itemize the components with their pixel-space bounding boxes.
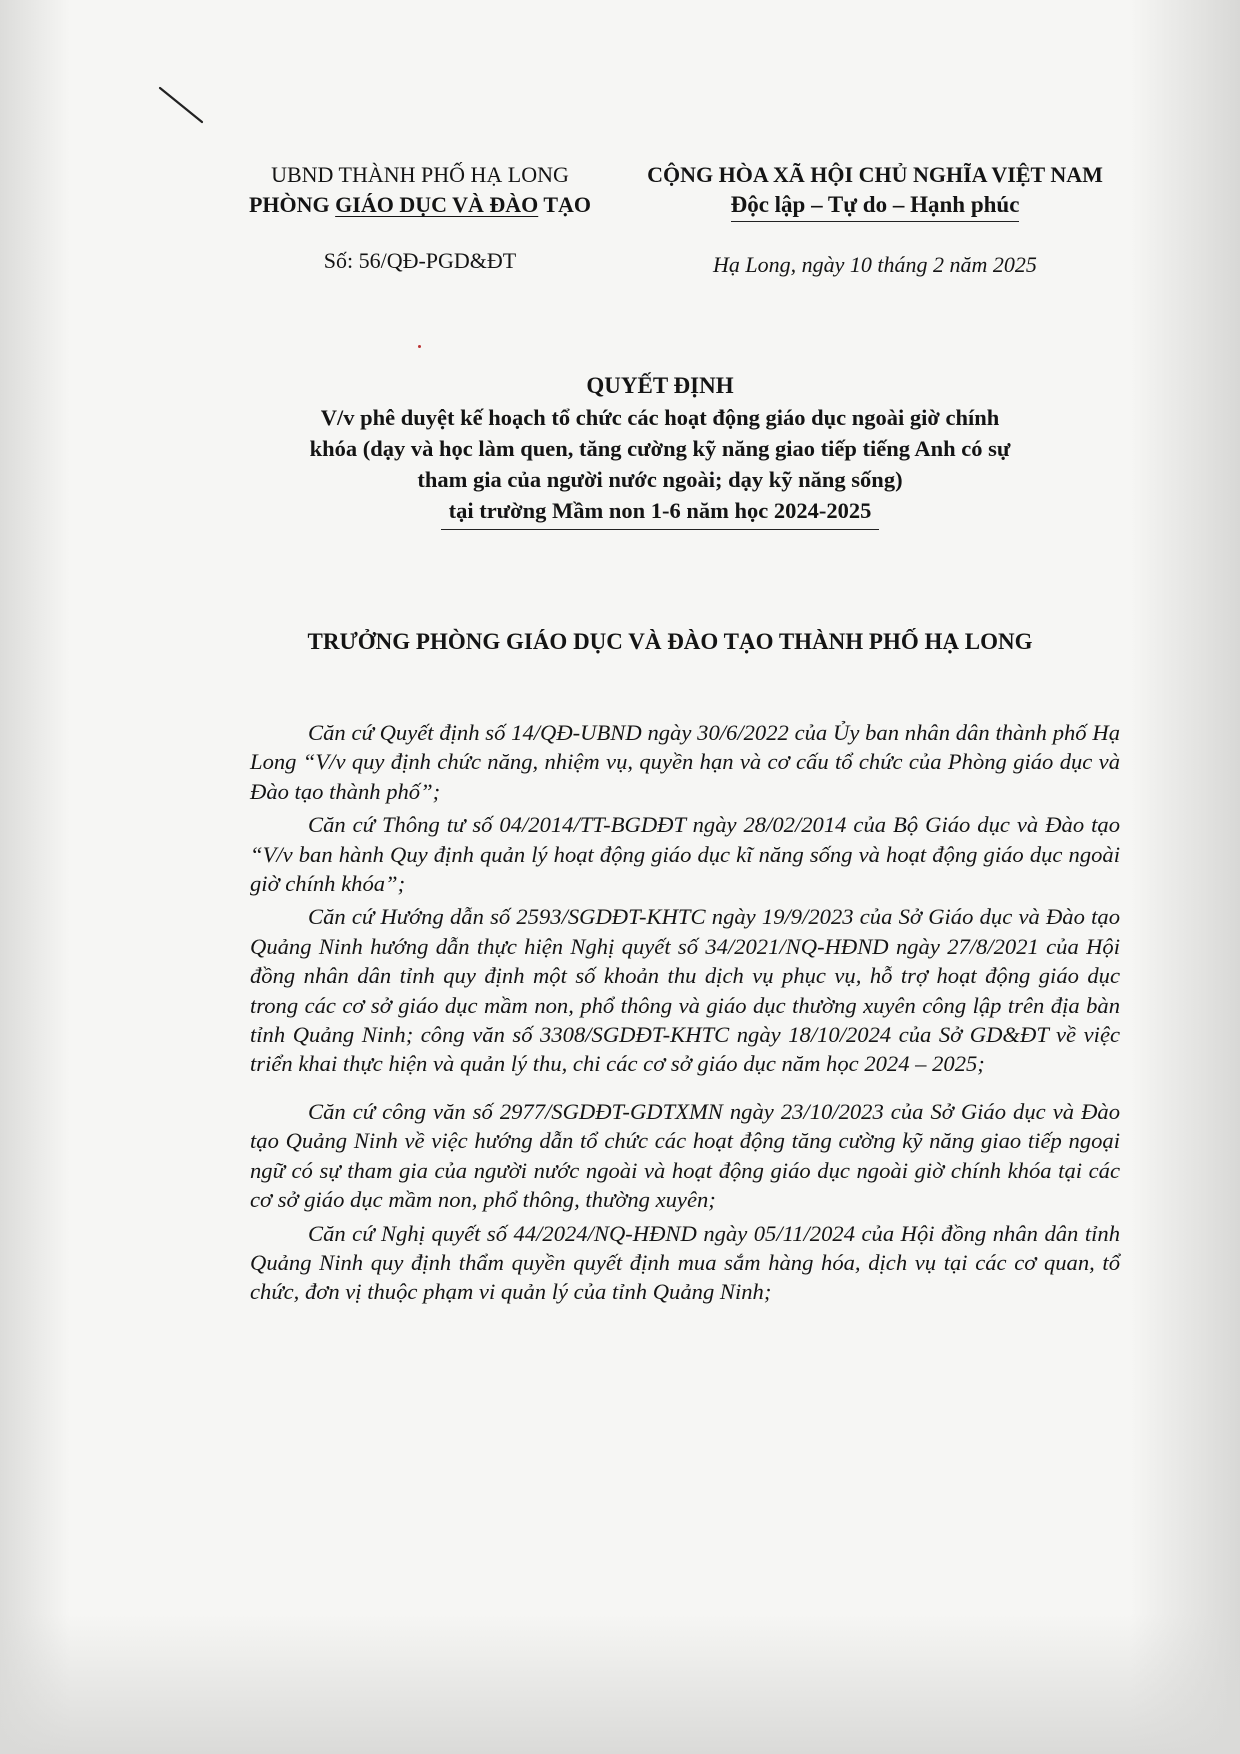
national-motto: Độc lập – Tự do – Hạnh phúc [731, 190, 1020, 222]
national-header [610, 160, 1140, 280]
subject-line: V/v phê duyệt kế hoạch tổ chức các hoạt động giáo dục ngoài giờ chính [320, 405, 1000, 430]
legal-basis-paragraph: Căn cứ Thông tư số 04/2014/TT-BGDĐT ngày 28/02/2014 của Bộ Giáo dục và Đào tạo “V/v ban hành Quy định quản lý hoạt động giáo dục kĩ năng sống và hoạt động giáo dục ngoài giờ chính khóa”; [250, 812, 1120, 897]
parent-organization: UBND THÀNH PHỐ HẠ LONG [271, 162, 569, 187]
issuing-authority-header [210, 160, 630, 276]
legal-bases [250, 718, 1120, 1311]
scan-shadow-bottom [0, 1614, 1240, 1754]
subject-line: tại trường Mầm non 1-6 năm học 2024-2025 [441, 495, 880, 530]
legal-basis-paragraph: Căn cứ Quyết định số 14/QĐ-UBND ngày 30/6/2022 của Ủy ban nhân dân thành phố Hạ Long “V/v quy định chức năng, nhiệm vụ, quyền hạn và cơ cấu tổ chức của Phòng giáo dục và Đào tạo thành phố”; [250, 720, 1120, 804]
legal-basis-paragraph: Căn cứ Nghị quyết số 44/2024/NQ-HĐND ngày 05/11/2024 của Hội đồng nhân dân tỉnh Quảng Ninh quy định thẩm quyền quyết định mua sắm hàng hóa, dịch vụ tại các cơ quan, tổ chức, đơn vị thuộc phạm vi quản lý của tỉnh Quảng Ninh; [250, 1220, 1120, 1305]
document-type: QUYẾT ĐỊNH [586, 373, 734, 398]
organization-name [210, 190, 630, 220]
organization-name-underlined: GIÁO DỤC VÀ ĐÀO [335, 192, 539, 217]
legal-basis-paragraph: Căn cứ Hướng dẫn số 2593/SGDĐT-KHTC ngày 19/9/2023 của Sở Giáo dục và Đào tạo Quảng Ninh hướng dẫn thực hiện Nghị quyết số 34/2021/NQ-HĐND ngày 27/8/2021 của Hội đồng nhân dân tỉnh quy định một số khoản thu dịch vụ phục vụ, hỗ trợ hoạt động giáo dục trong các cơ sở giáo dục mầm non, phổ thông và giáo dục thường xuyên công lập trên địa bàn tỉnh Quảng Ninh; công văn số 3308/SGDĐT-KHTC ngày 18/10/2024 của Sở GD&ĐT về việc triển khai thực hiện và quản lý thu, chi các cơ sở giáo dục năm học 2024 – 2025; [250, 904, 1120, 1077]
subject-line: khóa (dạy và học làm quen, tăng cường kỹ năng giao tiếp tiếng Anh có sự [309, 436, 1011, 461]
issuing-authority-title: TRƯỞNG PHÒNG GIÁO DỤC VÀ ĐÀO TẠO THÀNH PHỐ HẠ LONG [307, 629, 1033, 654]
legal-basis-paragraph: Căn cứ công văn số 2977/SGDĐT-GDTXMN ngày 23/10/2023 của Sở Giáo dục và Đào tạo Quảng Ninh về việc hướng dẫn tổ chức các hoạt động tăng cường kỹ năng giao tiếp ngoại ngữ có sự tham gia của người nước ngoài và hoạt động giáo dục ngoài giờ chính khóa tại các cơ sở giáo dục mầm non, phổ thông, thường xuyên; [250, 1098, 1120, 1213]
scan-shadow-right [1130, 0, 1240, 1754]
nation-name: CỘNG HÒA XÃ HỘI CHỦ NGHĨA VIỆT NAM [647, 162, 1103, 187]
organization-name-prefix: PHÒNG [248, 192, 336, 217]
organization-name-suffix: TẠO [538, 192, 592, 217]
document-title-block [230, 370, 1090, 530]
document-number: Số: 56/QĐ-PGD&ĐT [323, 248, 517, 273]
place-and-date: Hạ Long, ngày 10 tháng 2 năm 2025 [713, 252, 1037, 277]
scan-speck [418, 345, 421, 348]
staple-mark-icon [158, 86, 208, 126]
subject-line: tham gia của người nước ngoài; dạy kỹ năng sống) [417, 467, 903, 492]
scan-shadow-left [0, 0, 70, 1754]
